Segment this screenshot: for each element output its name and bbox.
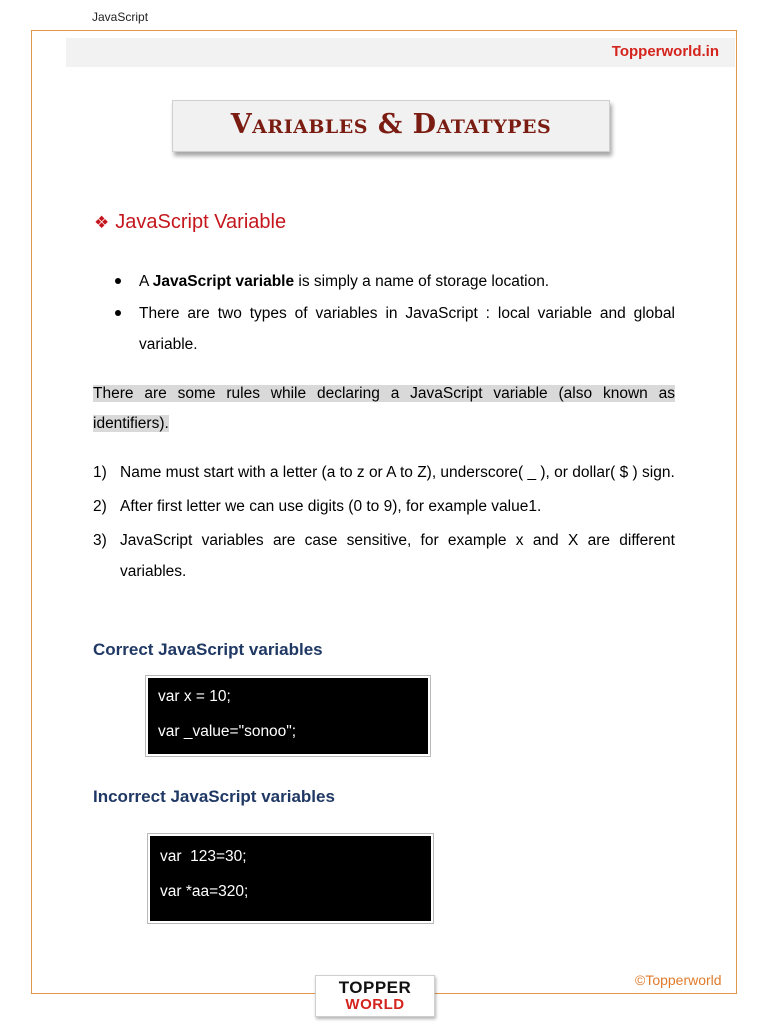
list-item: [93, 525, 675, 587]
correct-variables-heading: Correct JavaScript variables: [93, 640, 323, 659]
bold-term: JavaScript variable: [152, 273, 295, 290]
site-name-link[interactable]: Topperworld.in: [611, 43, 719, 60]
item-text: Name must start with a letter (a to z or A to Z), underscore( _ ), or dollar( $ ) sign.: [120, 464, 675, 481]
section-title: JavaScript Variable: [115, 211, 287, 233]
bullet-list: [110, 266, 675, 360]
code-line: var _value="sonoo";: [158, 723, 297, 740]
code-line: var *aa=320;: [160, 883, 249, 900]
page-title: Variables & Datatypes: [230, 109, 552, 140]
item-text: JavaScript variables are case sensitive, for example x and X are different variables.: [120, 532, 675, 580]
item-text: After first letter we can use digits (0 to 9), for example value1.: [120, 498, 542, 515]
code-line: var x = 10;: [158, 688, 231, 705]
incorrect-variables-heading: Incorrect JavaScript variables: [93, 787, 335, 806]
item-number: 2): [93, 498, 107, 515]
correct-code-block: [146, 676, 430, 756]
bullet-dot-icon: [115, 278, 121, 284]
running-head: JavaScript: [92, 10, 149, 24]
list-item: [93, 457, 675, 488]
logo-text-top: TOPPER: [338, 978, 412, 997]
diamond-bullet-icon: ❖: [94, 213, 110, 232]
rules-intro-paragraph: [93, 379, 675, 439]
logo-text-bottom: WORLD: [345, 996, 405, 1013]
copyright-text: ©Topperworld: [635, 972, 722, 988]
list-item: [93, 491, 675, 522]
list-item: There are two types of variables in JavaScript : local variable and global variable.: [110, 298, 675, 360]
incorrect-code-block: [148, 834, 433, 923]
rules-list: [93, 457, 675, 587]
topperworld-logo: [315, 975, 435, 1017]
item-number: 3): [93, 532, 107, 549]
list-item: A JavaScript variable is simply a name of storage location.: [110, 266, 675, 297]
section-heading: [94, 211, 286, 234]
highlighted-text: There are some rules while declaring a JavaScript variable (also known as identifiers).: [93, 385, 675, 432]
header-band: [66, 38, 735, 67]
page-title-box: [172, 100, 610, 152]
bullet-dot-icon: [115, 310, 121, 316]
code-line: var 123=30;: [160, 848, 247, 865]
item-number: 1): [93, 464, 107, 481]
